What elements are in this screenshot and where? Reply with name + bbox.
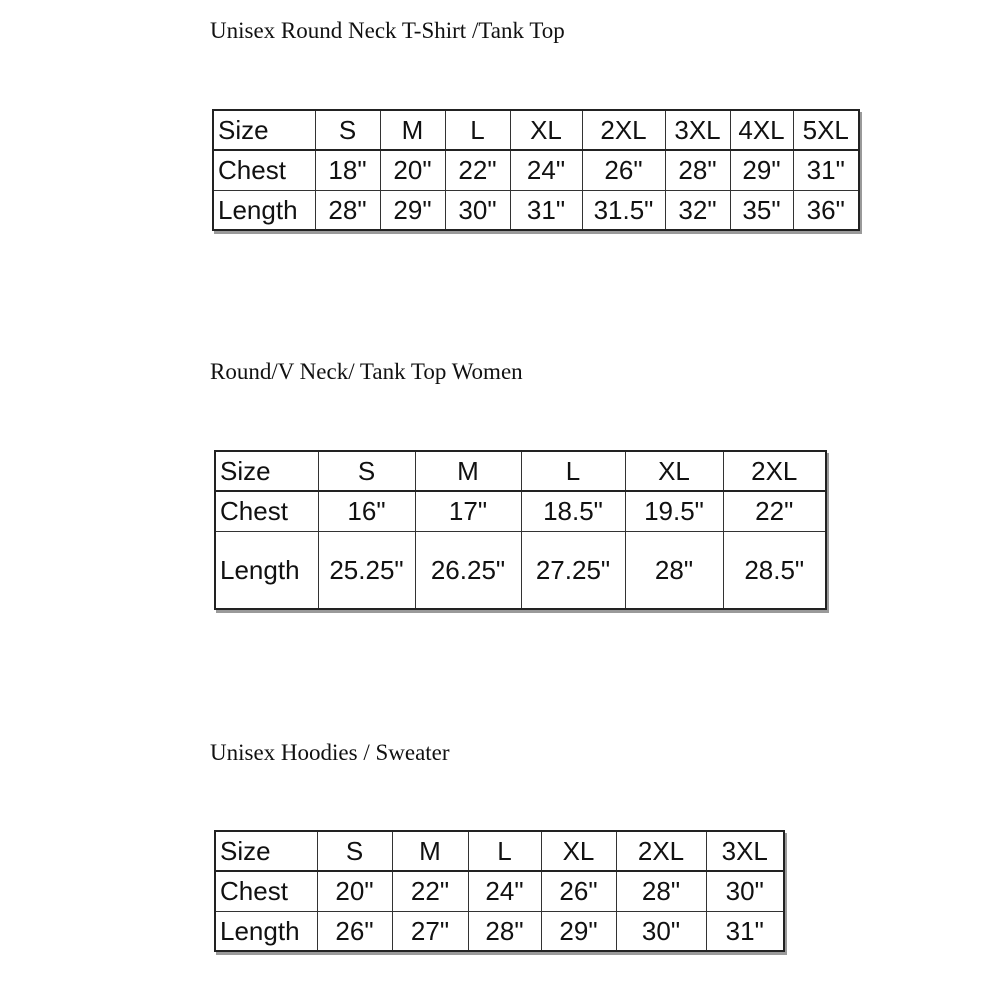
table-cell: 19.5" (625, 491, 723, 531)
table-cell: 31" (706, 911, 784, 951)
table-cell: 27" (392, 911, 468, 951)
table-row-label: Chest (215, 871, 317, 911)
table-header-cell: S (317, 831, 392, 871)
size-table-hoodies (214, 830, 785, 952)
table-header-cell: Size (213, 110, 315, 150)
table-cell: 29" (730, 150, 793, 190)
table-header-cell: XL (541, 831, 616, 871)
table-row (215, 911, 784, 951)
table-header-cell: M (380, 110, 445, 150)
table-header-cell: L (445, 110, 510, 150)
table-row-label: Length (215, 531, 318, 609)
table-cell: 31" (510, 190, 582, 230)
section-title-tshirt: Unisex Round Neck T-Shirt /Tank Top (210, 18, 565, 43)
table-cell: 28" (665, 150, 730, 190)
table-cell: 26.25" (415, 531, 521, 609)
table-cell: 22" (392, 871, 468, 911)
section-title-hoodies: Unisex Hoodies / Sweater (210, 740, 450, 765)
table-cell: 17" (415, 491, 521, 531)
table-header-cell: 2XL (582, 110, 665, 150)
table-header-cell: L (521, 451, 625, 491)
table-cell: 26" (317, 911, 392, 951)
table-cell: 29" (541, 911, 616, 951)
table-header-cell: 2XL (616, 831, 706, 871)
table-cell: 36" (793, 190, 859, 230)
table-header-cell: XL (510, 110, 582, 150)
table-header-cell: S (318, 451, 415, 491)
table-cell: 18" (315, 150, 380, 190)
table-cell: 28" (315, 190, 380, 230)
table-header-cell: M (392, 831, 468, 871)
table-cell: 31" (793, 150, 859, 190)
table-header-cell: 4XL (730, 110, 793, 150)
table-cell: 30" (445, 190, 510, 230)
size-table-tshirt (212, 109, 860, 231)
table-row (215, 491, 826, 531)
table-cell: 28.5" (723, 531, 826, 609)
table-cell: 32" (665, 190, 730, 230)
table-cell: 31.5" (582, 190, 665, 230)
table-cell: 26" (582, 150, 665, 190)
table-header-cell: S (315, 110, 380, 150)
table-cell: 18.5" (521, 491, 625, 531)
table-header-row (215, 831, 784, 871)
table-header-cell: L (468, 831, 541, 871)
table-row-label: Chest (213, 150, 315, 190)
table-row-label: Length (213, 190, 315, 230)
table-cell: 20" (317, 871, 392, 911)
table-header-row (215, 451, 826, 491)
table-cell: 24" (510, 150, 582, 190)
table-cell: 26" (541, 871, 616, 911)
table-header-cell: Size (215, 451, 318, 491)
table-cell: 24" (468, 871, 541, 911)
table-cell: 16" (318, 491, 415, 531)
table-row-label: Chest (215, 491, 318, 531)
table-cell: 30" (616, 911, 706, 951)
table-cell: 22" (445, 150, 510, 190)
table-header-cell: 3XL (665, 110, 730, 150)
table-header-row (213, 110, 859, 150)
table-header-cell: 3XL (706, 831, 784, 871)
table-header-cell: XL (625, 451, 723, 491)
table-cell: 22" (723, 491, 826, 531)
size-table-women (214, 450, 827, 610)
table-cell: 27.25" (521, 531, 625, 609)
table-cell: 30" (706, 871, 784, 911)
table-header-cell: 5XL (793, 110, 859, 150)
table-row (213, 150, 859, 190)
table-row-label: Length (215, 911, 317, 951)
table-row (215, 871, 784, 911)
table-header-cell: M (415, 451, 521, 491)
table-header-cell: Size (215, 831, 317, 871)
table-row (215, 531, 826, 609)
section-title-women: Round/V Neck/ Tank Top Women (210, 359, 523, 384)
table-header-cell: 2XL (723, 451, 826, 491)
table-cell: 35" (730, 190, 793, 230)
table-cell: 20" (380, 150, 445, 190)
table-cell: 25.25" (318, 531, 415, 609)
table-cell: 28" (468, 911, 541, 951)
table-cell: 28" (616, 871, 706, 911)
table-cell: 28" (625, 531, 723, 609)
table-row (213, 190, 859, 230)
table-cell: 29" (380, 190, 445, 230)
